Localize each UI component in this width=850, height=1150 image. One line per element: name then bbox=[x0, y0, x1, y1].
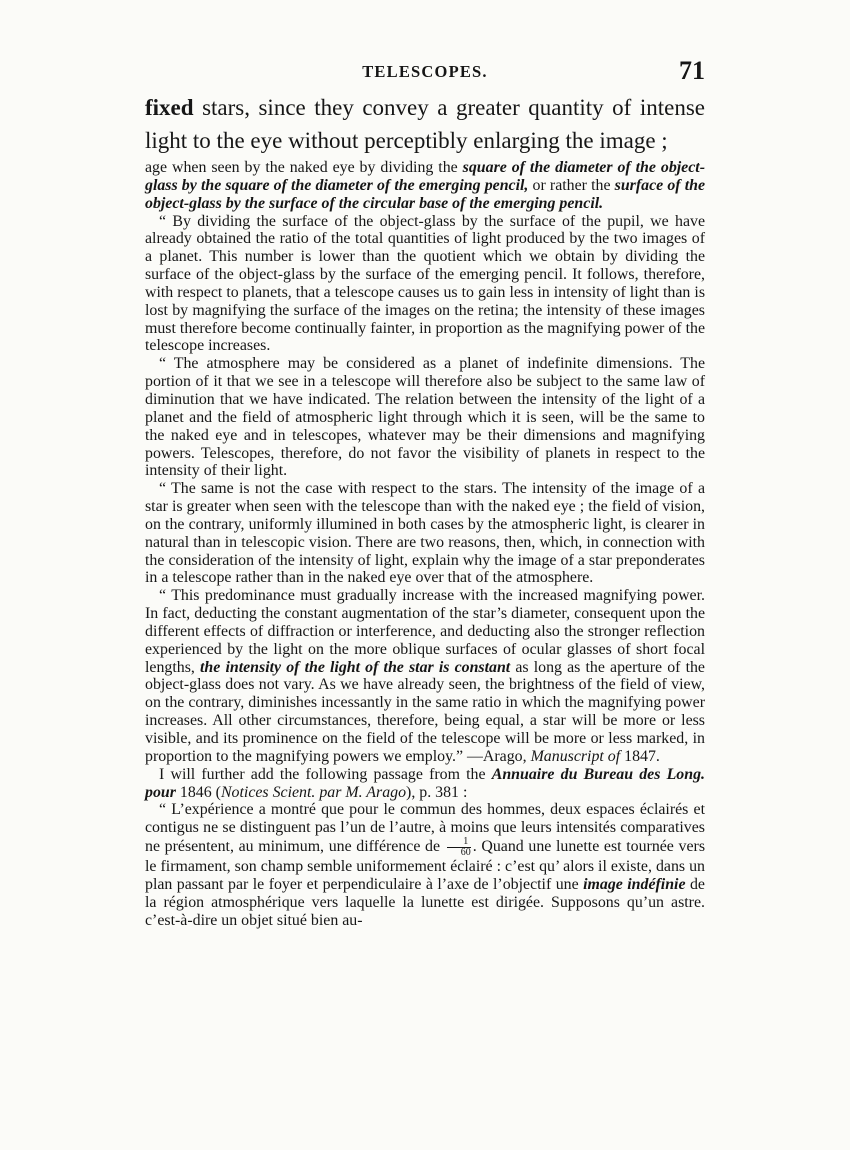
lead-line-1-text: stars, since they convey a greater quantity of intense bbox=[193, 95, 705, 120]
p5-citation-year: 1847. bbox=[620, 747, 660, 765]
paragraph-1 bbox=[145, 159, 705, 213]
p5-citation-title: Manuscript of bbox=[530, 747, 621, 765]
p6-source-title: Annuaire du Bureau des Long. pour bbox=[145, 765, 705, 801]
p6-source-notice: Notices Scient. par M. Arago bbox=[220, 783, 407, 801]
p1-text-a: age when seen by the naked eye by dividing the bbox=[145, 159, 463, 176]
p5-emphasis-b: the intensity of the light of the star is constant bbox=[200, 658, 511, 676]
fraction bbox=[447, 837, 471, 858]
p1-emphasis-d: surface of the object-glass by the surface of the circular base of the emerging pencil. bbox=[145, 176, 705, 212]
p7-text-a: “ L’expérience a montré que pour le commun des hommes, deux espaces éclairés et contigus ne se distinguent pas l’un de l’autre, à moins que leurs intensités comparatives ne présentent, au minimum, une différence de bbox=[145, 801, 705, 856]
lead-line-1 bbox=[145, 94, 705, 122]
running-head bbox=[145, 58, 705, 88]
paragraph-2: “ By dividing the surface of the object-glass by the surface of the pupil, we have already obtained the ratio of the total quantities of light produced by the two images of a planet. This number is lower than the quotient which we obtain by dividing the surface of the object-glass by the surface of the emerging pencil. It follows, therefore, with respect to planets, that a telescope causes us to gain less in intensity of light than is lost by magnifying the surface of the images on the retina; the intensity of these images must therefore become continually fainter, in proportion as the magnifying power of the telescope increases. bbox=[145, 212, 705, 355]
p7-text-b: . Quand une lunette est tournée vers le firmament, son champ semble uniformement éclairé : c’est qu’ alors il existe, dans un plan passant par le foyer et perpendiculaire à l’axe de l’objectif une bbox=[145, 838, 705, 893]
paragraph-7 bbox=[145, 801, 705, 929]
paragraph-6 bbox=[145, 766, 705, 802]
page-number: 71 bbox=[679, 56, 705, 85]
p5-text-a: “ This predominance must gradually increase with the increased magnifying power. In fact, deducting the constant augmentation of the star’s diameter, consequent upon the different effects of diffraction or interference, and deducting also the stronger reflection experienced by the light on the more oblique surfaces of ocular glasses of short focal lengths, bbox=[145, 587, 705, 676]
p6-text-e: ), p. 381 : bbox=[406, 783, 468, 801]
fraction-numerator: 1 bbox=[447, 837, 471, 848]
p1-text-c: or rather the bbox=[528, 176, 615, 194]
paragraph-3: “ The atmosphere may be considered as a planet of indefinite dimensions. The portion of it that we see in a telescope will therefore also be subject to the same law of diminution that we have indicated. The relation between the intensity of the light of a planet and the field of atmospheric light through which it is seen, will be the same to the naked eye and in telescopes, whatever may be their dimensions and magnifying powers. Telescopes, therefore, do not favor the visibility of planets in respect to the intensity of their light. bbox=[145, 355, 705, 480]
fraction-denominator: 60 bbox=[460, 847, 471, 859]
p7-text-d: de la région atmosphérique vers laquelle la lunette est dirigée. Supposons qu’un astre. c’est-à-dire un objet situé bien au- bbox=[145, 875, 705, 929]
p6-text-a: I will further add the following passage from the bbox=[159, 765, 492, 783]
paragraph-4: “ The same is not the case with respect to the stars. The intensity of the image of a star is greater when seen with the telescope than with the naked eye ; the field of vision, on the contrary, uniformly illumined in both cases by the atmospheric light, is clearer in natural than in telescopic vision. There are two reasons, then, which, in connection with the consideration of the intensity of light, explain why the image of a star preponderates in a telescope rather than in the naked eye over that of the atmosphere. bbox=[145, 480, 705, 587]
p1-emphasis-b: square of the diameter of the object-glass by the square of the diameter of the emerging pencil, bbox=[145, 159, 705, 194]
running-head-title: TELESCOPES. bbox=[362, 62, 488, 81]
lead-line-2: light to the eye without perceptibly enlarging the image ; bbox=[145, 127, 668, 153]
p6-text-c: 1846 ( bbox=[175, 783, 221, 801]
paragraph-5 bbox=[145, 587, 705, 765]
p7-emphasis-c: image indéfinie bbox=[583, 875, 686, 893]
body-text bbox=[145, 94, 705, 929]
p5-text-c: as long as the aperture of the object-glass does not vary. As we have already seen, the brightness of the field of view, on the contrary, diminishes incessantly in the same ratio in which the magnifying power increases. All other circumstances, therefore, being equal, a star will be more or less visible, and its prominence on the field of the telescope will be more or less marked, in proportion to the magnifying powers we employ.” —Arago, bbox=[145, 658, 705, 765]
lead-line-1-emphasis: fixed bbox=[145, 95, 194, 120]
